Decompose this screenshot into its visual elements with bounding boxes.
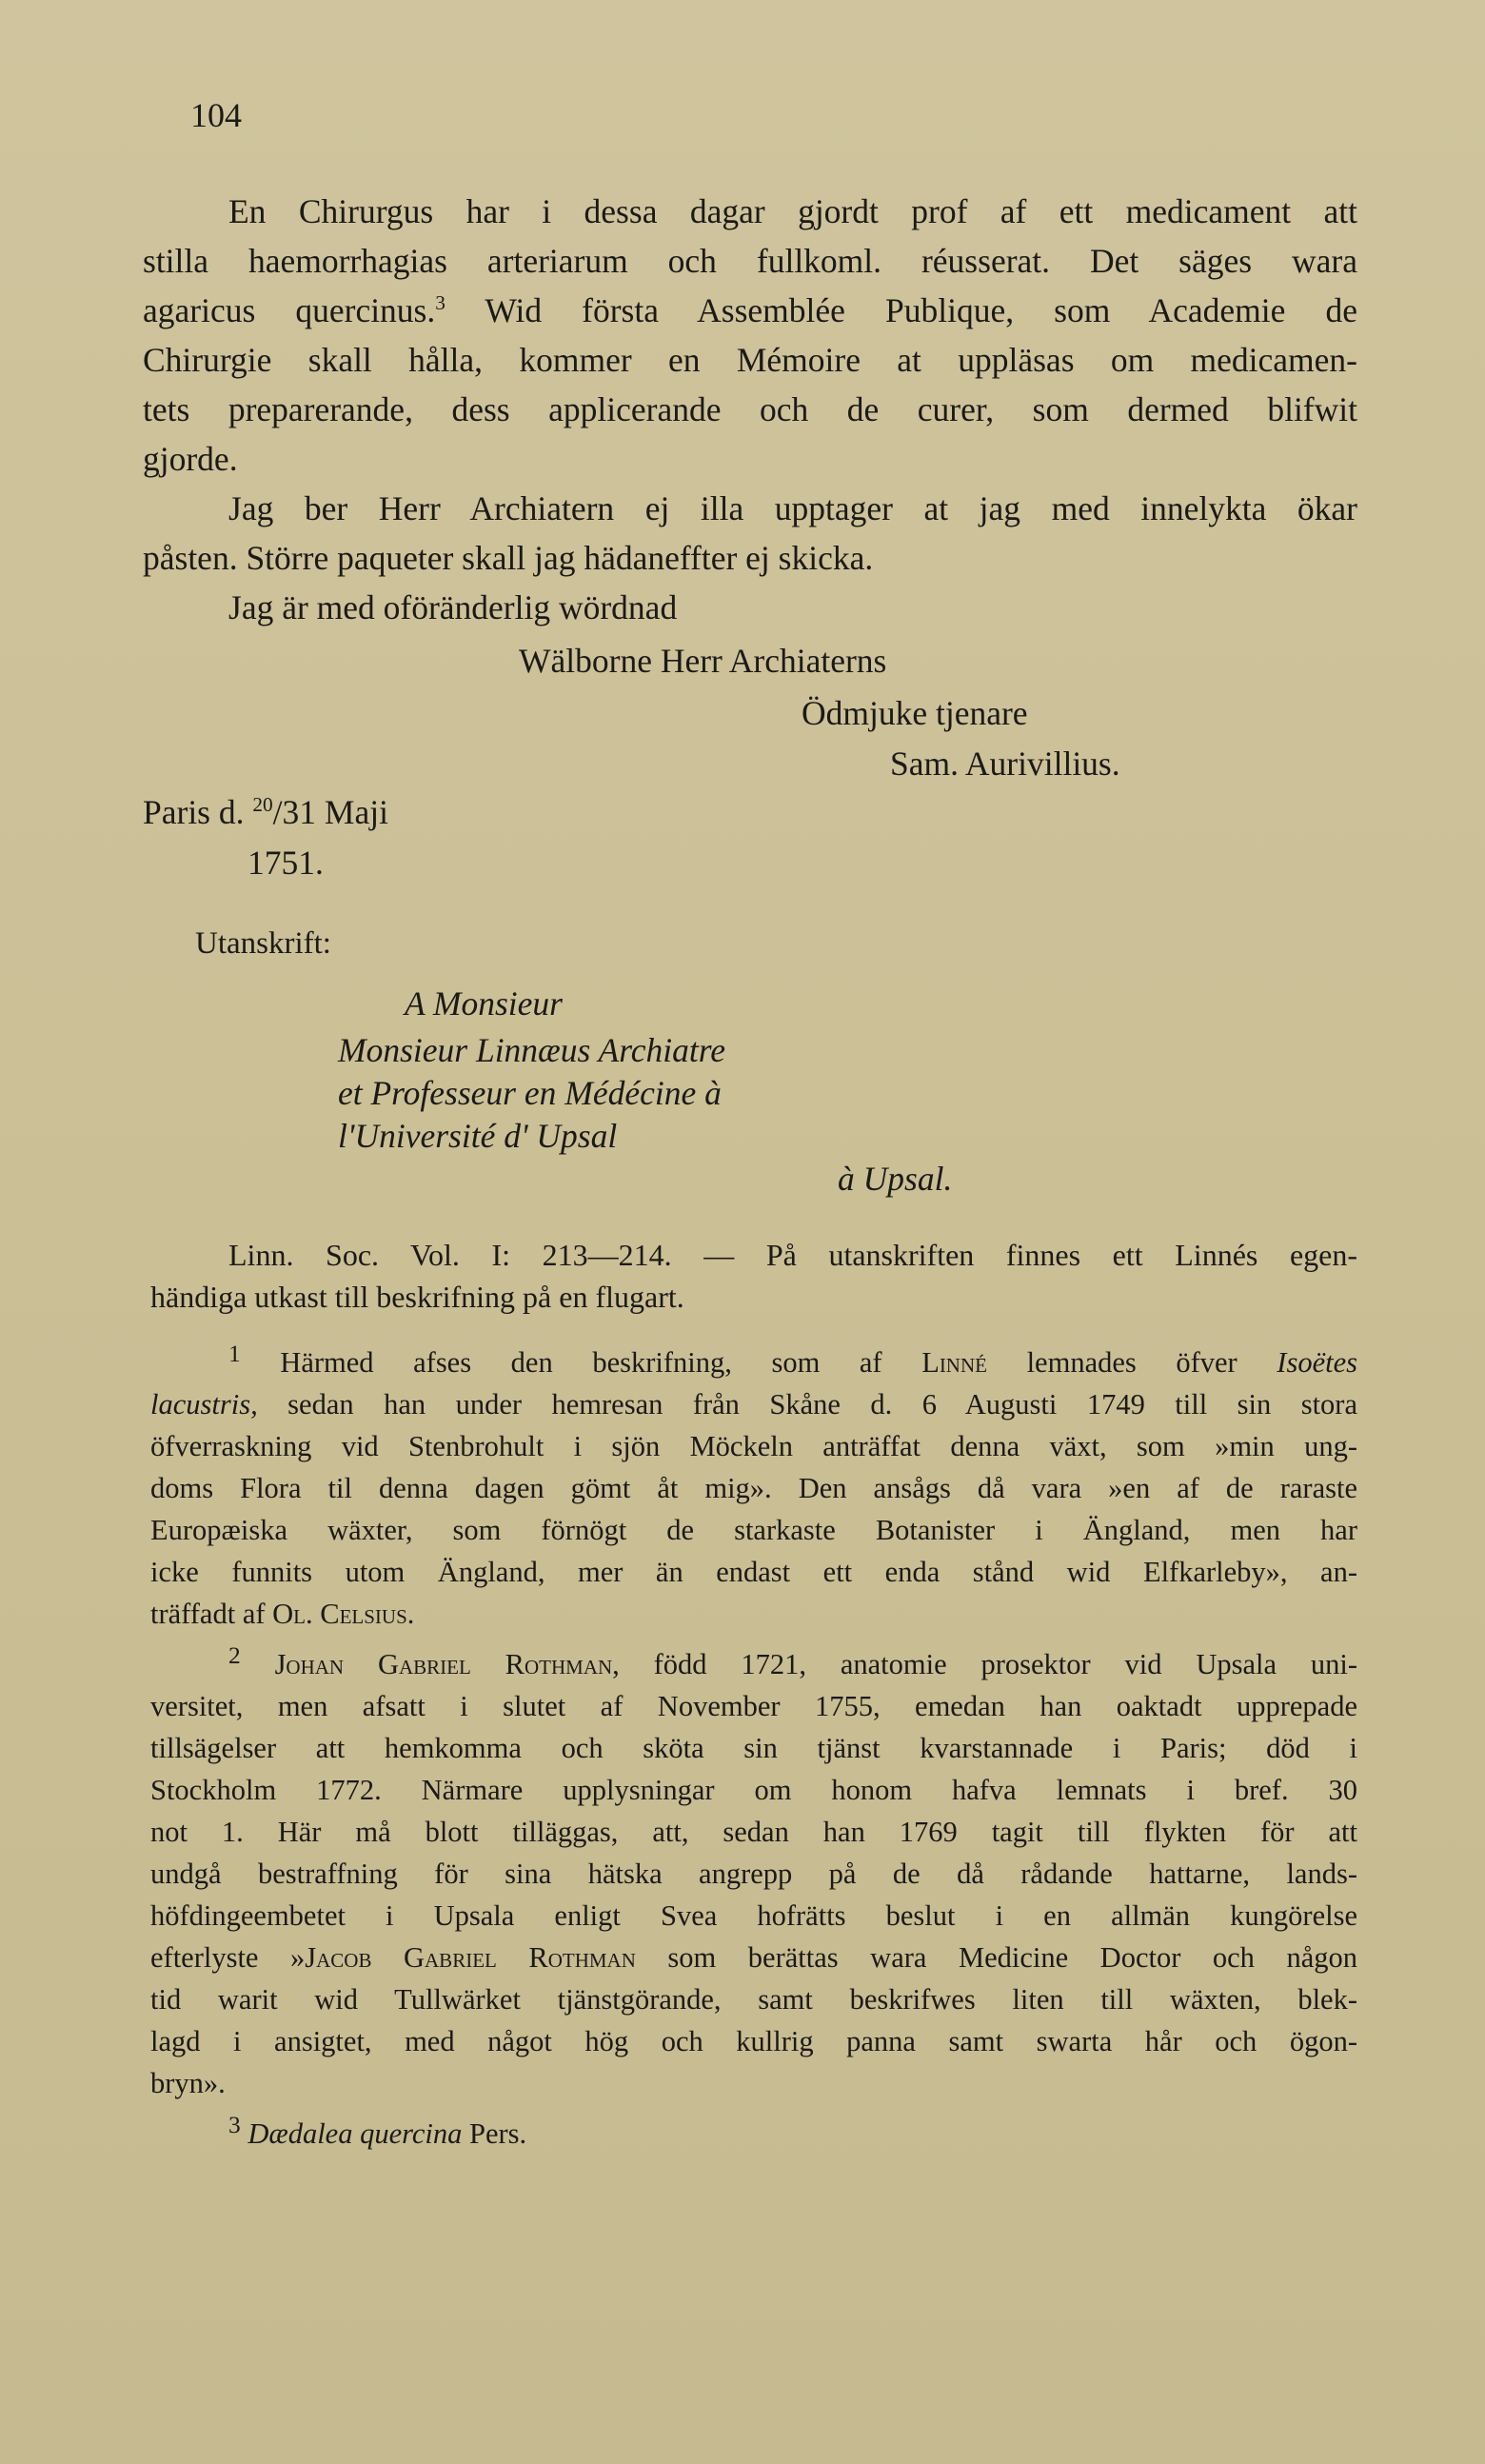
footnotes [150, 1333, 1357, 2155]
date-month: /31 Maji [272, 793, 388, 831]
address-label: Utanskrift: [195, 926, 331, 961]
footnote-line: icke funnits utom Ängland, mer än endast ett enda stånd wid Elfkarleby», an- [150, 1556, 1357, 1589]
footnote-mark: 1 [228, 1341, 241, 1367]
footnote-mark: 2 [228, 1642, 241, 1670]
letter-paragraph-2-line-2 [143, 533, 1357, 583]
page-number: 104 [190, 96, 242, 134]
footnote-text: efterlyste » [150, 1941, 306, 1975]
footnote-text: träffadt af [150, 1598, 273, 1631]
person-name: Linné [921, 1346, 987, 1380]
letter-body [143, 187, 1357, 632]
letter-text: stilla haemorrhagias arteriarum och fullkoml. réusserat. Det säges wara [143, 242, 1357, 280]
date-day: 20 [252, 793, 273, 817]
letter-text: Wid första Assemblée Publique, som Academie de [485, 291, 1357, 329]
footnote-line: lagd i ansigtet, med något hög och kullrig panna samt swarta hår och ögon- [150, 2025, 1357, 2058]
footnote-2 [150, 1635, 1357, 2104]
letter-paragraph-3 [143, 583, 1357, 632]
footnote-line: bryn». [150, 2067, 226, 2100]
letter-paragraph-1-line-4 [143, 335, 1357, 385]
address-line-5: à Upsal. [838, 1160, 953, 1198]
footnote-line: Stockholm 1772. Närmare upplysningar om honom hafva lemnats i bref. 30 [150, 1774, 1357, 1807]
address-line-4: l'Université d' Upsal [338, 1117, 618, 1155]
address-line-1: A Monsieur [405, 984, 563, 1023]
letter-paragraph-1-line-1 [143, 187, 1357, 236]
footnote-text: sedan han under hemresan från Skåne d. 6 Augusti 1749 till sin stora [257, 1388, 1357, 1421]
footnote-line [150, 1937, 1357, 1978]
author-abbreviation: Pers. [462, 2117, 527, 2151]
letter-paragraph-2-line-1 [143, 484, 1357, 533]
closing-servant: Ödmjuke tjenare [802, 694, 1028, 732]
footnote-line [150, 1333, 1357, 1383]
species-name: lacustris, [150, 1388, 258, 1421]
letter-text: En Chirurgus har i dessa dagar gjordt prof af ett medicament att [228, 192, 1357, 230]
letter-text: Jag ber Herr Archiatern ej illa upptager at jag med innelykta ökar [228, 489, 1357, 527]
footnote-text: Härmed afses den beskrifning, som af [280, 1346, 922, 1380]
footnote-1 [150, 1333, 1357, 1635]
footnote-line: Europæiska wäxter, som förnögt de starkaste Botanister i Ängland, men har [150, 1514, 1357, 1547]
letter-text: Jag är med oföränderlig wördnad [228, 588, 678, 626]
address-line-2: Monsieur Linnæus Archiatre [338, 1031, 725, 1069]
letter-text: tets preparerande, dess applicerande och de curer, som dermed blifwit [143, 390, 1357, 428]
source-note [150, 1234, 1357, 1318]
species-name: Isoëtes [1277, 1346, 1357, 1380]
letter-paragraph-1-line-5 [143, 385, 1357, 434]
species-name: Dædalea quercina [248, 2117, 463, 2151]
footnote-line: tid warit wid Tullwärket tjänstgörande, samt beskrifwes liten till wäxten, blek- [150, 1983, 1357, 2017]
footnote-line: doms Flora til denna dagen gömt åt mig». Den ansågs då vara »en af de raraste [150, 1472, 1357, 1505]
person-name: Jacob Gabriel Rothman [305, 1941, 636, 1975]
address-line-3: et Professeur en Médécine à [338, 1074, 722, 1112]
letter-text: påsten. Större paqueter skall jag hädaneffter ej skicka. [143, 539, 874, 577]
footnote-line [150, 1383, 1357, 1425]
footnote-mark: 3 [435, 291, 446, 315]
footnote-line: öfverraskning vid Stenbrohult i sjön Möckeln anträffat denna växt, som »min ung- [150, 1430, 1357, 1463]
letter-paragraph-1-line-6 [143, 434, 1357, 484]
footnote-line [150, 1593, 1357, 1635]
footnote-line [150, 1635, 1357, 1685]
person-name: Johan Gabriel Rothman, [274, 1648, 620, 1681]
footnote-mark: 3 [228, 2112, 241, 2139]
footnote-3 [150, 2104, 1357, 2155]
letter-text: gjorde. [143, 440, 238, 478]
letter-year: 1751. [248, 844, 324, 882]
footnote-line: versitet, men afsatt i slutet af November 1755, emedan han oaktadt upprepade [150, 1690, 1357, 1723]
source-line-2: händiga utkast till beskrifning på en flugart. [150, 1280, 684, 1314]
footnote-text: född 1721, anatomie prosektor vid Upsala uni- [619, 1648, 1358, 1681]
footnote-text: lemnades öfver [986, 1346, 1277, 1380]
letter-text: Chirurgie skall hålla, kommer en Mémoire at uppläsas om medicamen- [143, 341, 1357, 379]
footnote-text: som berättas wara Medicine Doctor och någon [635, 1941, 1357, 1975]
footnote-line: höfdingeembetet i Upsala enligt Svea hofrätts beslut i en allmän kungörelse [150, 1899, 1357, 1933]
person-name: Ol. Celsius. [272, 1598, 415, 1631]
footnote-line: not 1. Här må blott tilläggas, att, sedan han 1769 tagit till flykten för att [150, 1816, 1357, 1849]
letter-date [143, 792, 388, 832]
footnote-line: undgå bestraffning för sina hätska angrepp på de då rådande hattarne, lands- [150, 1858, 1357, 1891]
footnote-line [150, 2104, 1357, 2155]
date-place: Paris d. [143, 793, 245, 831]
signature: Sam. Aurivillius. [890, 745, 1120, 783]
letter-paragraph-1-line-3 [143, 286, 1357, 335]
letter-paragraph-1-line-2 [143, 236, 1357, 286]
footnote-line: tillsägelser att hemkomma och sköta sin tjänst kvarstannade i Paris; död i [150, 1732, 1357, 1765]
closing-salutation: Wälborne Herr Archiaterns [519, 642, 887, 680]
source-line-1: Linn. Soc. Vol. I: 213—214. — På utanskriften finnes ett Linnés egen- [228, 1238, 1357, 1272]
letter-text: agaricus quercinus. [143, 291, 436, 329]
